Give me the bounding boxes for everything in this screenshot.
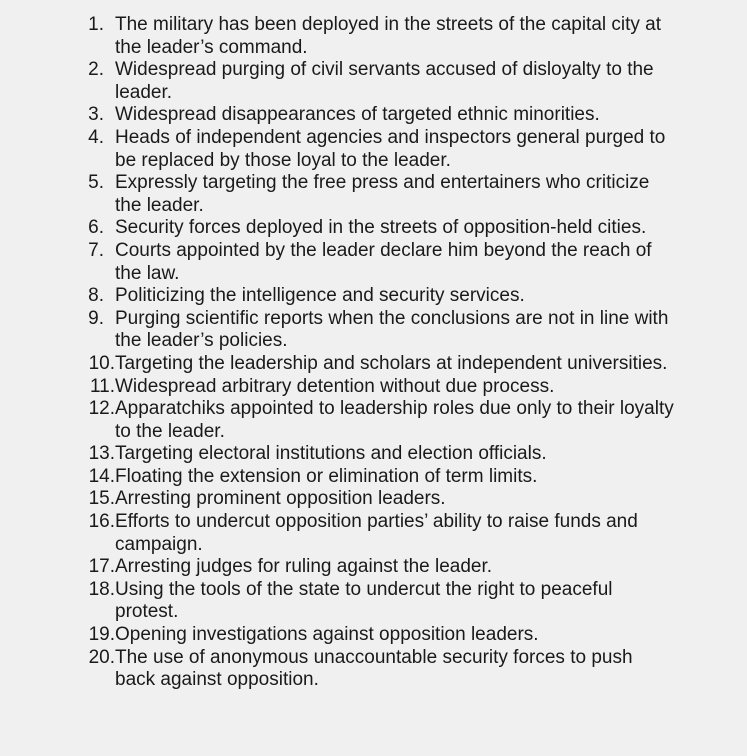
item-text: Targeting the leadership and scholars at independent universities. [115,352,668,374]
list-item [0,104,747,127]
list-item [0,398,747,443]
item-number: 9. [88,307,104,329]
list-item [0,624,747,647]
list-item [0,308,747,353]
item-text: The use of anonymous unaccountable security forces to push back against opposition. [115,646,633,691]
item-number: 5. [88,172,104,194]
item-text: Security forces deployed in the streets of opposition-held cities. [115,217,647,239]
list-item [0,240,747,285]
item-number: 11. [89,375,115,397]
item-text: Opening investigations against opposition leaders. [115,624,539,646]
item-number: 1. [88,14,104,35]
item-number: 12. [88,398,115,420]
item-number: 19. [88,624,115,646]
item-text: Apparatchiks appointed to leadership roles due only to their loyalty to the leader. [115,398,674,442]
list-item [0,579,747,624]
list-item [0,217,747,240]
item-text: The military has been deployed in the streets of the capital city at the leader’s command. [115,14,662,58]
item-number: 2. [88,59,104,81]
item-number: 17. [88,556,115,578]
list-item [0,127,747,172]
list-item [0,172,747,217]
item-text: Widespread arbitrary detention without due process. [115,375,555,397]
item-number: 14. [88,465,115,487]
item-number: 13. [88,443,115,465]
list-item [0,647,747,692]
item-number: 18. [88,578,115,600]
item-number: 7. [88,239,104,261]
item-number: 20. [88,646,115,668]
item-number: 3. [88,104,104,126]
item-text: Targeting electoral institutions and election officials. [115,443,547,465]
list-item [0,443,747,466]
item-text: Arresting judges for ruling against the leader. [115,556,493,578]
item-text: Heads of independent agencies and inspectors general purged to be replaced by those loyal to the leader. [115,126,666,171]
list-item [0,59,747,104]
item-text: Using the tools of the state to undercut the right to peaceful protest. [115,578,613,623]
list-item [0,285,747,308]
item-number: 4. [88,126,104,148]
list-item [0,376,747,399]
list-item [0,466,747,489]
item-text: Floating the extension or elimination of term limits. [115,465,538,487]
item-number: 6. [88,217,104,239]
item-number: 8. [88,285,104,307]
numbered-list [0,14,747,692]
item-text: Widespread purging of civil servants accused of disloyalty to the leader. [115,59,654,103]
item-text: Efforts to undercut opposition parties’ ability to raise funds and campaign. [115,511,638,555]
item-number: 15. [88,488,115,510]
list-item [0,511,747,556]
item-text: Purging scientific reports when the conclusions are not in line with the leader’s policies. [115,307,669,352]
item-text: Expressly targeting the free press and entertainers who criticize the leader. [115,172,650,216]
item-text: Politicizing the intelligence and security services. [115,285,525,307]
list-item [0,14,747,59]
item-text: Arresting prominent opposition leaders. [115,488,446,510]
list-item [0,556,747,579]
item-text: Widespread disappearances of targeted ethnic minorities. [115,104,600,126]
list-item [0,488,747,511]
list-item [0,353,747,376]
item-number: 10. [88,352,115,374]
item-number: 16. [88,511,115,533]
item-text: Courts appointed by the leader declare him beyond the reach of the law. [115,239,652,284]
